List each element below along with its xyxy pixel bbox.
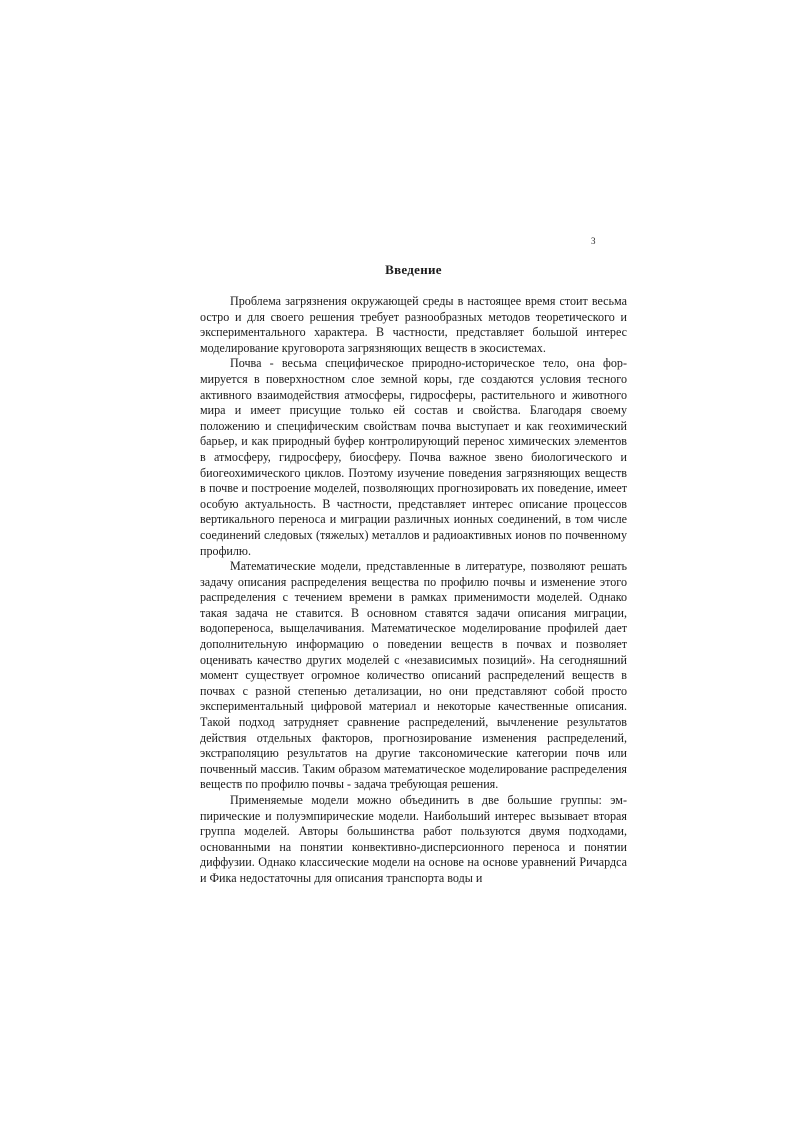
paragraph: Математические модели, представленные в литературе, позволяют решать задачу описания распределения вещества по профилю почвы и изменение этого распределения с течением времени в рамках применимости моделей. Однако такая задача не ставится. В основном ставятся задачи описания миграции, водопереноса, выщелачивания. Математическое моделирование профилей дает дополнительную информацию о поведении веществ в почвах и позволяет оценивать качество других моделей с «независимых позиций». На сегодняшний момент существует огромное количество описаний распределений веществ в почвах с разной степенью детализации, но они представляют собой просто экспериментальный цифровой материал и некоторые качественные описания. Такой подход затрудняет сравнение распределений, вычленение результатов действия отдельных факторов, прогнозирование изменения распределений, экстраполяцию результатов на другие таксономические категории почв или почвенный массив. Таким образом математическое моделирование распределения веществ по профилю почвы - задача требующая решения. (200, 559, 627, 792)
page-number: 3 (591, 236, 596, 246)
paragraph: Проблема загрязнения окружающей среды в настоящее время стоит весьма остро и для своего решения требует разнообразных методов теоретического и экспериментального характера. В частности, представляет большой интерес моделирование круговорота загрязняющих веществ в экосистемах. (200, 294, 627, 355)
paragraph: Почва - весьма специфическое природно-историческое тело, она формируется в поверхностном слое земной коры, где создаются условия тесного активного взаимодействия атмосферы, гидросферы, растительного и животного мира и имеет присущие только ей состав и свойства. Благодаря своему положению и специфическим свойствам почва выступает и как геохимический барьер, и как природный буфер контролирующий перенос химических элементов в атмосферу, гидросферу, биосферу. Почва важное звено биологического и биогеохимического циклов. Поэтому изучение поведения загрязняющих веществ в почве и построение моделей, позволяющих прогнозировать их поведение, имеет особую актуальность. В частности, представляет интерес описание процессов вертикального переноса и миграции различных ионных соединений, в том числе соединений следовых (тяжелых) металлов и радиоактивных ионов по почвенному профилю. (200, 356, 627, 558)
page-title: Введение (385, 262, 442, 277)
document-body (200, 294, 627, 887)
paragraph: Применяемые модели можно объединить в две большие группы: эмпирические и полуэмпирические модели. Наибольший интерес вызывает вторая группа моделей. Авторы большинства работ пользуются двумя подходами, основанными на понятии конвективно-дисперсионного переноса и понятии диффузии. Однако классические модели на основе на основе уравнений Ричардса и Фика недостаточны для описания транспорта воды и (200, 793, 627, 885)
